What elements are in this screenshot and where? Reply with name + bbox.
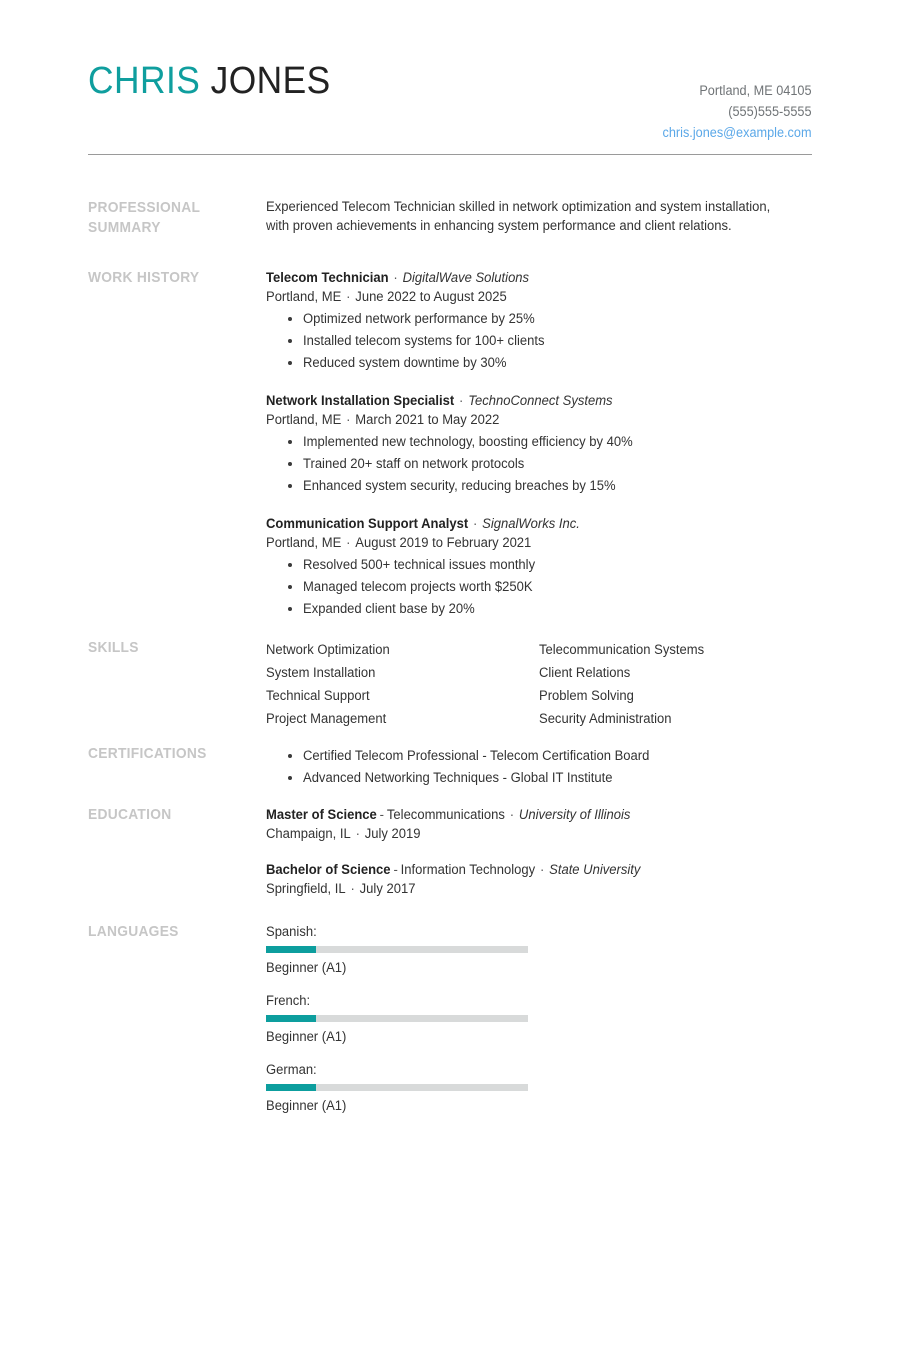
separator-dot: · — [539, 862, 545, 877]
language-proficiency-fill — [266, 1015, 316, 1022]
job-bullet — [303, 330, 812, 352]
separator-dot: · — [346, 412, 351, 427]
job-bullet — [303, 431, 812, 453]
job-meta — [266, 533, 793, 553]
job-company: DigitalWave Solutions — [402, 270, 530, 285]
section-label-summary: PROFESSIONAL SUMMARY — [88, 199, 200, 236]
separator-dot: · — [509, 807, 515, 822]
summary-text: Experienced Telecom Technician skilled in network optimization and system installation, with proven achievements in enhancing system performance and client relations. — [266, 199, 771, 233]
work-history-entry — [266, 514, 812, 620]
job-bullet-text: Expanded client base by 20% — [303, 601, 475, 616]
job-bullet-text: Implemented new technology, boosting efficiency by 40% — [303, 434, 633, 449]
education-entry — [266, 860, 812, 899]
contact-location: Portland, ME 04105 — [699, 83, 812, 98]
section-label-work-history: WORK HISTORY — [88, 269, 200, 286]
contact-block — [663, 80, 812, 143]
education-degree: Master of Science — [266, 807, 377, 822]
certification-list — [266, 745, 812, 789]
languages-body — [266, 922, 812, 1129]
candidate-name — [88, 58, 331, 104]
language-proficiency-fill — [266, 946, 316, 953]
education-location: Champaign, IL — [266, 826, 351, 841]
education-date: July 2019 — [364, 826, 421, 841]
job-company: TechnoConnect Systems — [468, 393, 613, 408]
certification-item — [303, 745, 812, 767]
job-title: Communication Support Analyst — [266, 516, 469, 531]
skills-body — [266, 638, 812, 730]
education-date: July 2017 — [359, 881, 416, 896]
job-bullet-text: Enhanced system security, reducing breaches by 15% — [303, 478, 616, 493]
education-entry — [266, 805, 812, 844]
job-bullet — [303, 308, 812, 330]
resume-header — [88, 58, 812, 150]
job-bullet-list — [266, 308, 812, 374]
work-history-entry — [266, 391, 812, 497]
separator-hyphen: - — [379, 807, 385, 822]
education-degree: Bachelor of Science — [266, 862, 391, 877]
job-location: Portland, ME — [266, 535, 342, 550]
separator-dot: · — [346, 289, 351, 304]
work-history-body — [266, 268, 812, 620]
job-bullet-text: Installed telecom systems for 100+ clients — [303, 333, 545, 348]
certification-text: Certified Telecom Professional - Telecom Certification Board — [303, 748, 650, 763]
skills-grid — [266, 638, 812, 730]
skill-item: Project Management — [266, 711, 387, 726]
language-proficiency-bar — [266, 1084, 528, 1091]
separator-hyphen: - — [393, 862, 398, 877]
language-entry — [266, 922, 528, 978]
section-label-skills: SKILLS — [88, 639, 139, 656]
job-company: SignalWorks Inc. — [482, 516, 580, 531]
job-bullet — [303, 576, 812, 598]
job-bullet — [303, 598, 812, 620]
skill-item: Telecommunication Systems — [539, 642, 705, 657]
language-level: Beginner (A1) — [266, 1029, 347, 1044]
language-entry — [266, 991, 528, 1047]
job-dates: June 2022 to August 2025 — [355, 289, 507, 304]
skills-column-right — [539, 638, 812, 730]
language-name: German: — [266, 1062, 317, 1077]
job-bullet — [303, 554, 812, 576]
header-divider — [88, 154, 812, 155]
education-body — [266, 805, 812, 899]
education-heading — [266, 805, 793, 824]
job-meta — [266, 410, 793, 430]
separator-dot: · — [350, 881, 355, 896]
education-heading — [266, 860, 793, 879]
job-location: Portland, ME — [266, 412, 342, 427]
language-entry — [266, 1060, 528, 1116]
job-heading — [266, 514, 793, 533]
section-label-education: EDUCATION — [88, 806, 172, 823]
certification-text: Advanced Networking Techniques - Global IT Institute — [303, 770, 613, 785]
separator-dot: · — [355, 826, 360, 841]
job-bullet — [303, 453, 812, 475]
section-label-languages: LANGUAGES — [88, 923, 179, 940]
skill-item: Technical Support — [266, 688, 370, 703]
education-field: Information Technology — [400, 862, 536, 877]
first-name: CHRIS — [88, 60, 201, 102]
job-dates: August 2019 to February 2021 — [355, 535, 532, 550]
education-location: Springfield, IL — [266, 881, 346, 896]
language-name: French: — [266, 993, 311, 1008]
job-heading — [266, 268, 793, 287]
separator-dot: · — [473, 516, 478, 531]
skills-column-left — [266, 638, 539, 730]
section-label-certifications: CERTIFICATIONS — [88, 745, 207, 762]
job-meta — [266, 287, 793, 307]
separator-dot: · — [459, 393, 464, 408]
skill-item: Network Optimization — [266, 642, 390, 657]
work-history-entry — [266, 268, 812, 374]
separator-dot: · — [346, 535, 351, 550]
education-meta — [266, 824, 793, 844]
job-bullet-list — [266, 554, 812, 620]
skill-item: Problem Solving — [539, 688, 634, 703]
education-field: Telecommunications — [386, 807, 505, 822]
contact-email-link[interactable]: chris.jones@example.com — [662, 125, 812, 140]
language-proficiency-bar — [266, 946, 528, 953]
job-bullet-text: Resolved 500+ technical issues monthly — [303, 557, 536, 572]
job-bullet-list — [266, 431, 812, 497]
education-school: State University — [549, 862, 641, 877]
separator-dot: · — [393, 270, 398, 285]
language-level: Beginner (A1) — [266, 960, 347, 975]
job-bullet-text: Managed telecom projects worth $250K — [303, 579, 533, 594]
job-heading — [266, 391, 793, 410]
job-dates: March 2021 to May 2022 — [355, 412, 500, 427]
job-bullet — [303, 475, 812, 497]
languages-grid — [266, 922, 812, 1129]
certifications-body — [266, 744, 812, 789]
language-name: Spanish: — [266, 924, 317, 939]
education-meta — [266, 879, 793, 899]
skill-item: System Installation — [266, 665, 376, 680]
job-bullet — [303, 352, 812, 374]
skill-item: Client Relations — [539, 665, 631, 680]
language-proficiency-bar — [266, 1015, 528, 1022]
job-bullet-text: Optimized network performance by 25% — [303, 311, 535, 326]
last-name: JONES — [210, 60, 331, 102]
job-title: Network Installation Specialist — [266, 393, 455, 408]
job-title: Telecom Technician — [266, 270, 389, 285]
language-level: Beginner (A1) — [266, 1098, 347, 1113]
job-bullet-text: Trained 20+ staff on network protocols — [303, 456, 525, 471]
education-school: University of Illinois — [518, 807, 631, 822]
language-proficiency-fill — [266, 1084, 316, 1091]
job-bullet-text: Reduced system downtime by 30% — [303, 355, 507, 370]
summary-body — [266, 198, 812, 235]
job-location: Portland, ME — [266, 289, 342, 304]
certification-item — [303, 767, 812, 789]
skill-item: Security Administration — [539, 711, 672, 726]
contact-phone: (555)555-5555 — [728, 104, 812, 119]
